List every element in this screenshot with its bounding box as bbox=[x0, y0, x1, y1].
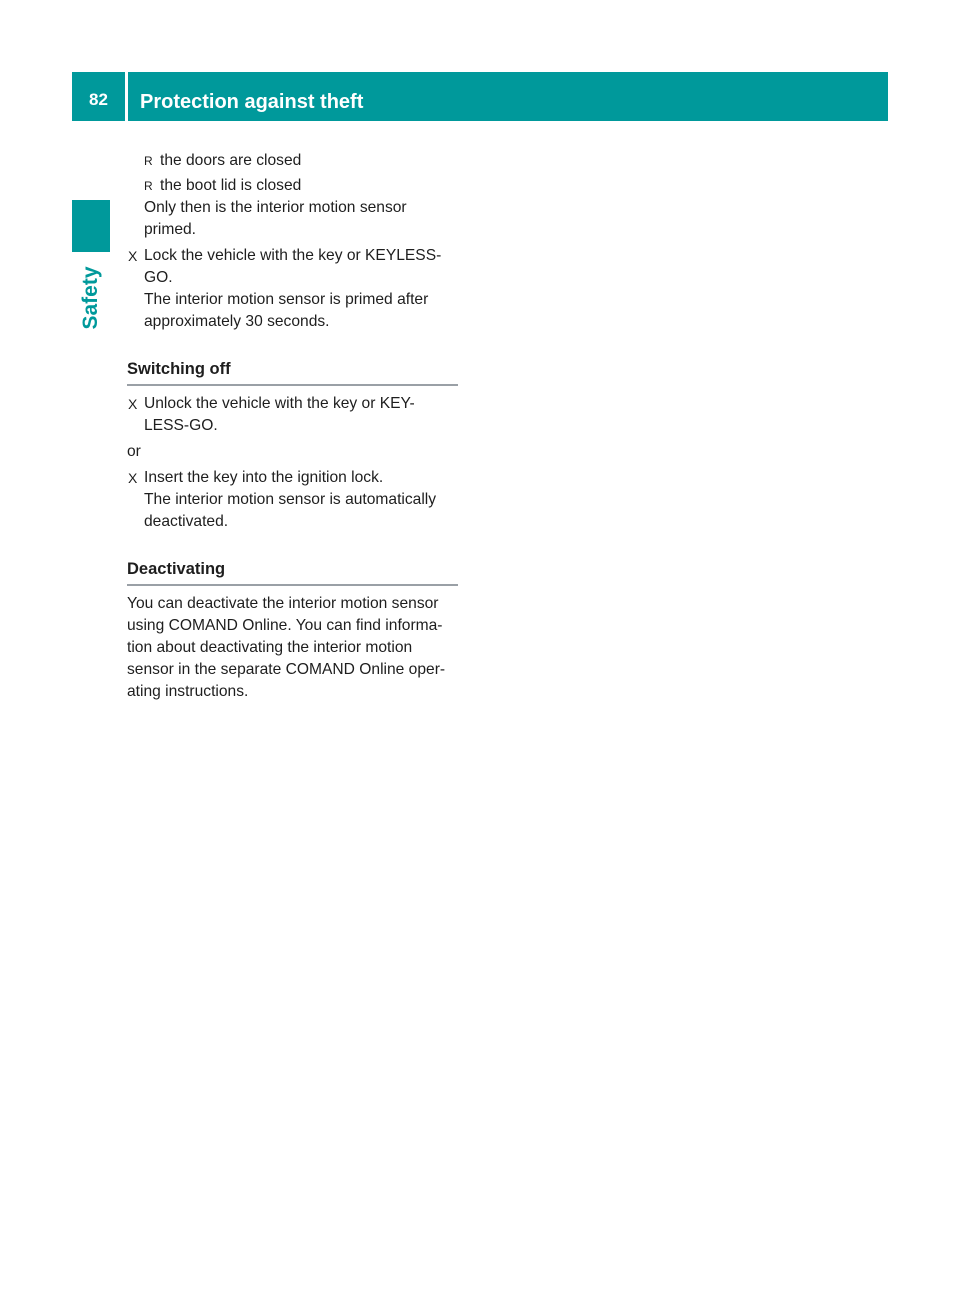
paragraph-line: You can deactivate the interior motion sensor bbox=[127, 595, 439, 612]
section-rule bbox=[127, 584, 458, 586]
note-line: Only then is the interior motion sensor bbox=[144, 199, 407, 216]
step-text: Lock the vehicle with the key or KEYLESS- bbox=[144, 247, 442, 264]
step-item bbox=[127, 393, 462, 415]
result-line: The interior motion sensor is primed after bbox=[144, 291, 429, 308]
step-text-line: GO. bbox=[144, 269, 173, 286]
section-heading-switching-off: Switching off bbox=[127, 360, 231, 378]
step-item bbox=[127, 245, 462, 267]
step-x-icon: X bbox=[128, 470, 138, 486]
side-tab-marker bbox=[72, 200, 110, 252]
side-tab-label: Safety bbox=[79, 266, 102, 330]
main-content bbox=[127, 150, 462, 703]
step-text-line: LESS-GO. bbox=[144, 417, 218, 434]
paragraph-line: tion about deactivating the interior motion bbox=[127, 639, 413, 656]
result-line: deactivated. bbox=[144, 513, 229, 530]
step-item bbox=[127, 467, 462, 489]
note-line: primed. bbox=[144, 221, 196, 238]
paragraph-line: using COMAND Online. You can find informa- bbox=[127, 617, 443, 634]
bullet-item bbox=[127, 175, 462, 197]
result-line: approximately 30 seconds. bbox=[144, 313, 330, 330]
or-text: or bbox=[127, 443, 141, 460]
bullet-r-icon: R bbox=[144, 154, 153, 168]
result-line: The interior motion sensor is automatically bbox=[144, 491, 437, 508]
page-number: 82 bbox=[89, 90, 108, 109]
step-x-icon: X bbox=[128, 248, 138, 264]
paragraph-line: sensor in the separate COMAND Online oper- bbox=[127, 661, 446, 678]
bullet-text: the boot lid is closed bbox=[160, 177, 302, 194]
bullet-r-icon: R bbox=[144, 179, 153, 193]
paragraph-line: ating instructions. bbox=[127, 683, 249, 700]
bullet-item bbox=[127, 150, 462, 172]
section-heading-deactivating: Deactivating bbox=[127, 560, 226, 578]
bullet-text: the doors are closed bbox=[160, 152, 302, 169]
step-text: Insert the key into the ignition lock. bbox=[144, 469, 384, 486]
section-rule bbox=[127, 384, 458, 386]
header-divider bbox=[125, 72, 128, 121]
step-text: Unlock the vehicle with the key or KEY- bbox=[144, 395, 415, 412]
page-title: Protection against theft bbox=[140, 91, 364, 113]
step-x-icon: X bbox=[128, 396, 138, 412]
